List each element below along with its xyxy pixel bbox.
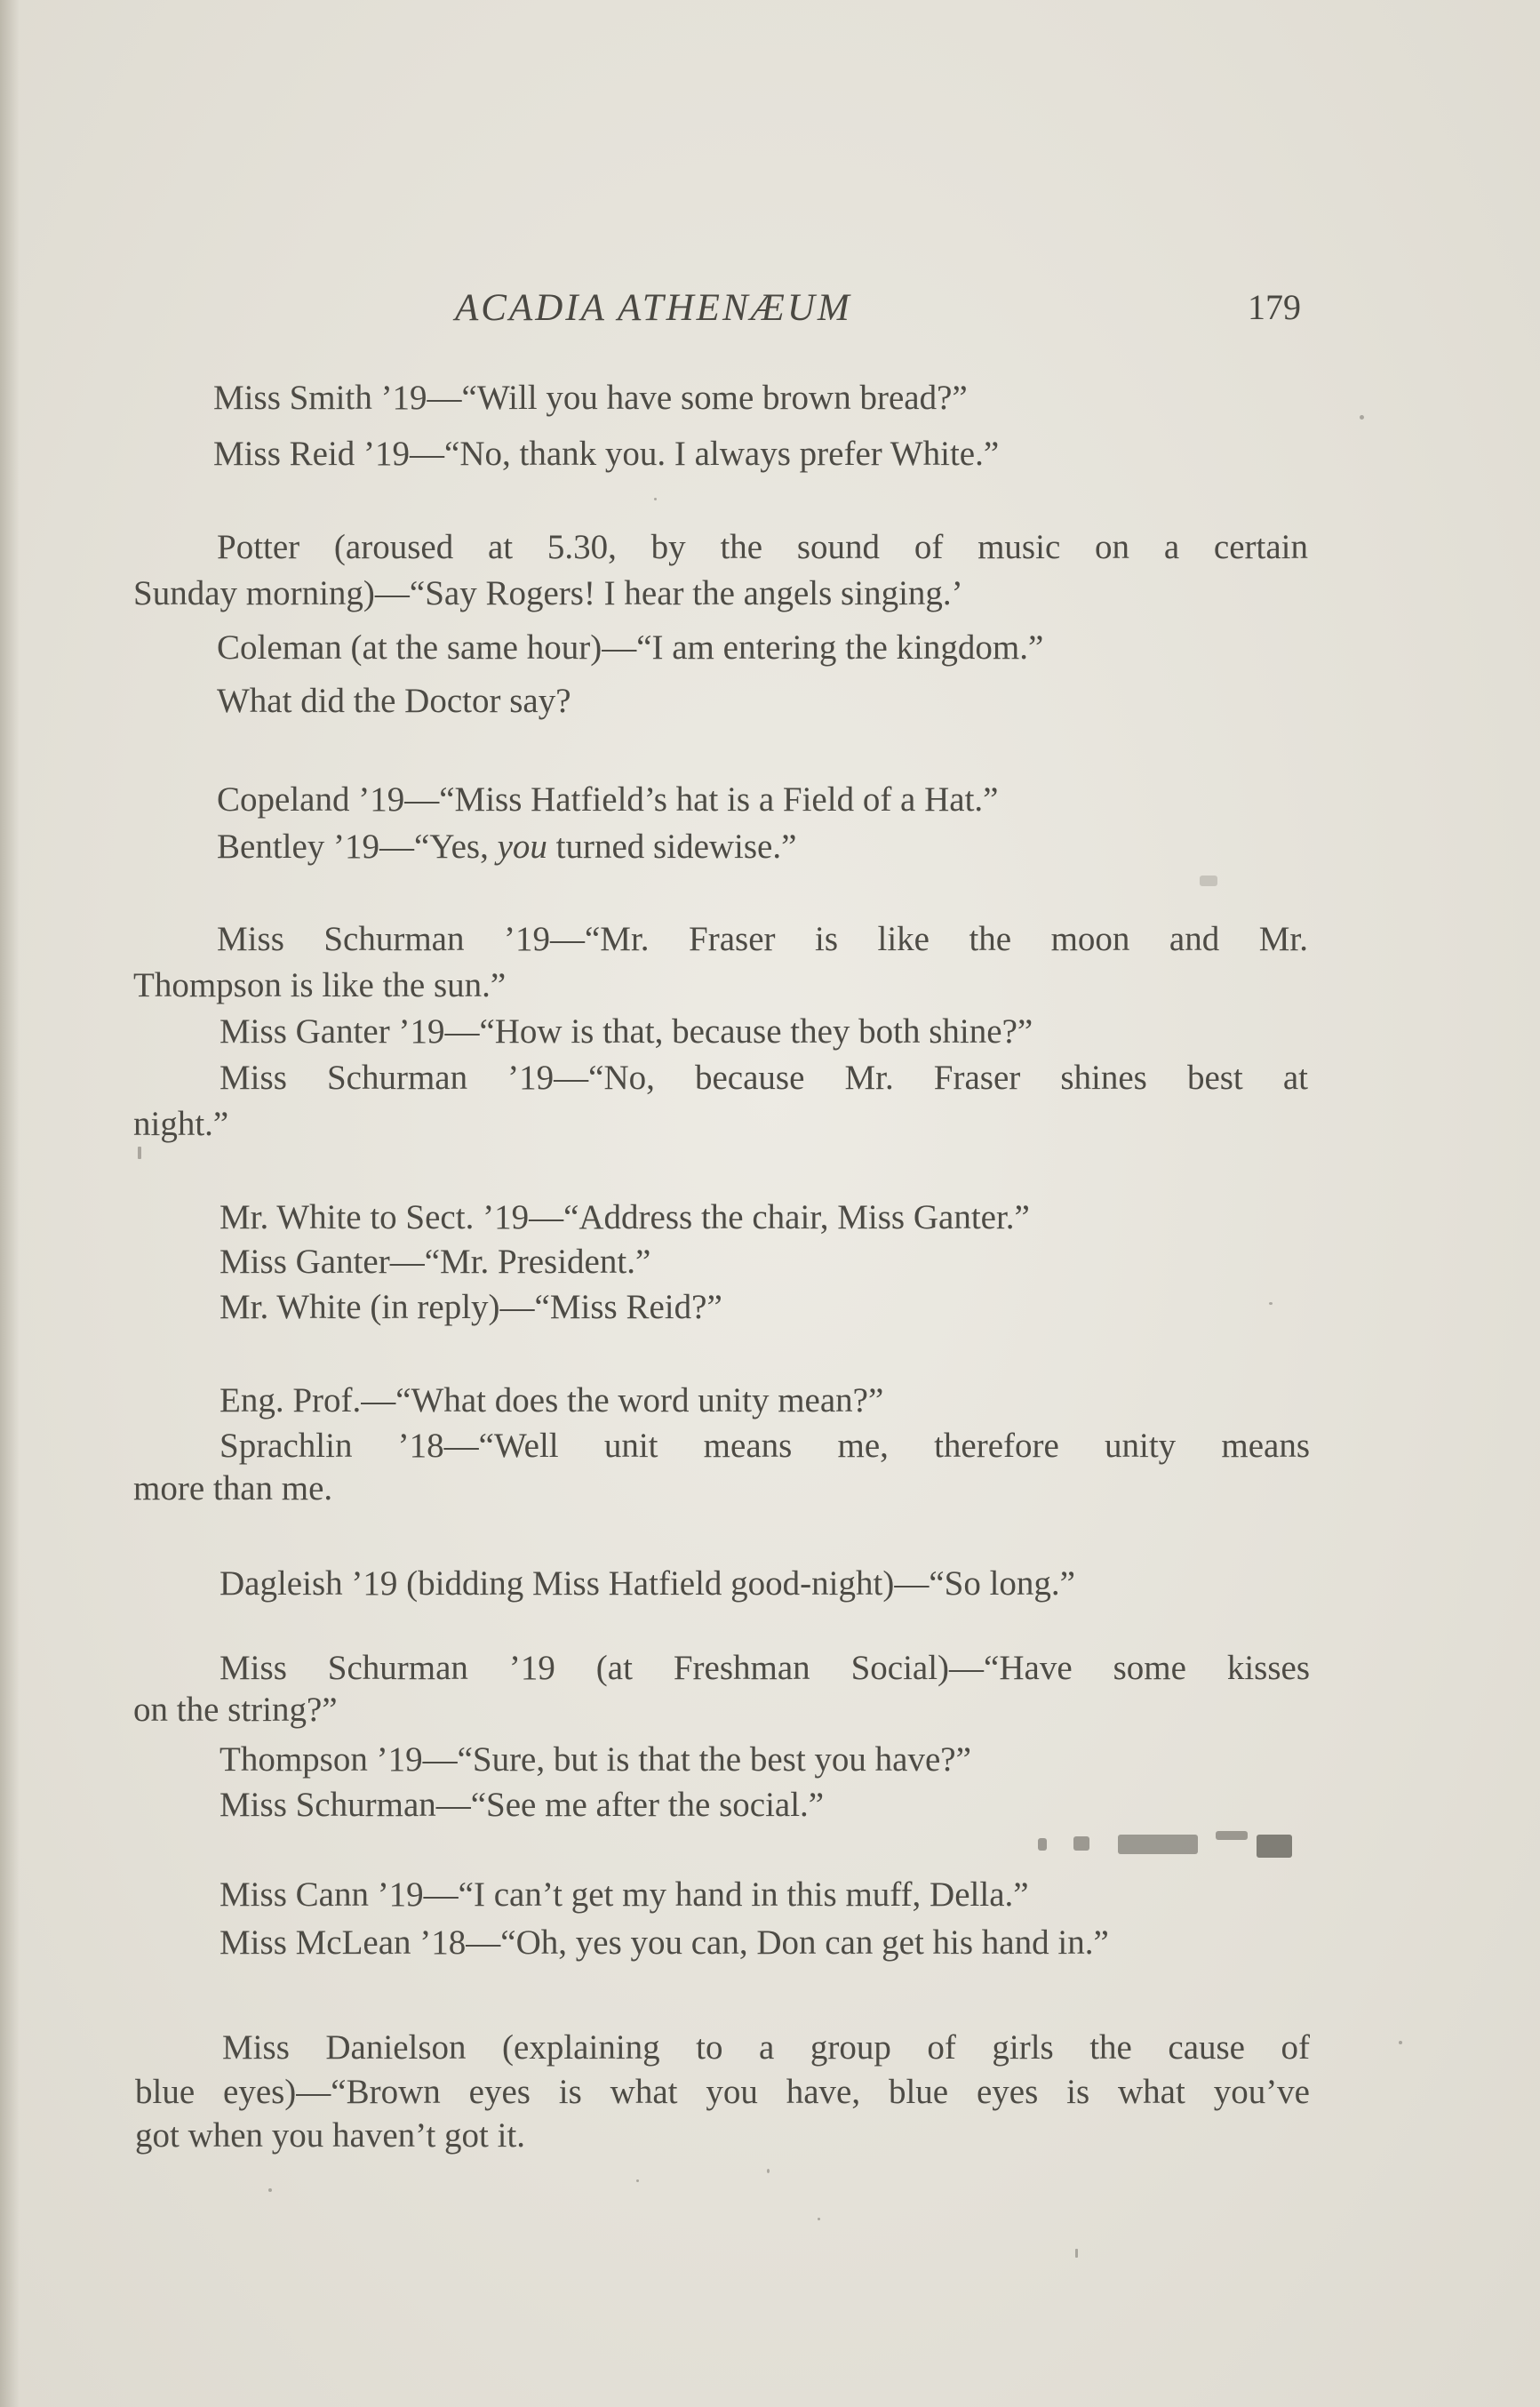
paper-speck bbox=[636, 2179, 639, 2182]
text-line: What did the Doctor say? bbox=[217, 682, 571, 720]
text-line: Sprachlin ’18—“Well unit means me, therefore unity means bbox=[219, 1427, 1310, 1465]
text-line: Coleman (at the same hour)—“I am entering the kingdom.” bbox=[217, 628, 1044, 667]
text-line: blue eyes)—“Brown eyes is what you have, blue eyes is what you’ve bbox=[135, 2073, 1310, 2111]
text-line: Miss Schurman—“See me after the social.” bbox=[219, 1786, 825, 1824]
paper-speck bbox=[654, 498, 657, 500]
text-line: Copeland ’19—“Miss Hatfield’s hat is a Field of a Hat.” bbox=[217, 780, 999, 819]
page-number: 179 bbox=[1248, 287, 1301, 327]
text-line: Sunday morning)—“Say Rogers! I hear the angels singing.’ bbox=[133, 574, 963, 612]
paper-speck bbox=[767, 2169, 770, 2173]
ink-smudge bbox=[1038, 1831, 1296, 1861]
text-line: more than me. bbox=[133, 1469, 333, 1507]
text-line: Mr. White (in reply)—“Miss Reid?” bbox=[219, 1288, 722, 1326]
text-line: Miss Ganter ’19—“How is that, because they both shine?” bbox=[219, 1012, 1033, 1051]
text-line: Miss Smith ’19—“Will you have some brown bread?” bbox=[213, 379, 968, 417]
italic-text-run: you bbox=[497, 828, 547, 866]
paper-speck bbox=[268, 2188, 272, 2192]
text-line: Miss Cann ’19—“I can’t get my hand in this muff, Della.” bbox=[219, 1875, 1029, 1914]
text-line: night.” bbox=[133, 1105, 229, 1143]
text-run: Bentley ’19—“Yes, bbox=[217, 828, 498, 866]
text-run: turned sidewise.” bbox=[547, 828, 797, 866]
text-line: Thompson is like the sun.” bbox=[133, 966, 507, 1004]
text-line: Miss Schurman ’19 (at Freshman Social)—“Have some kisses bbox=[219, 1649, 1310, 1687]
paper-speck bbox=[1269, 1302, 1273, 1305]
paper-speck bbox=[1360, 415, 1364, 420]
paper-speck bbox=[818, 2218, 820, 2220]
running-header-title: ACADIA ATHENÆUM bbox=[455, 287, 852, 329]
text-line: Miss McLean ’18—“Oh, yes you can, Don can get his hand in.” bbox=[219, 1923, 1109, 1962]
paper-speck bbox=[1399, 2041, 1402, 2044]
text-line: Miss Schurman ’19—“Mr. Fraser is like the moon and Mr. bbox=[217, 920, 1308, 958]
text-line: Mr. White to Sect. ’19—“Address the chair, Miss Ganter.” bbox=[219, 1198, 1030, 1236]
spine-shadow bbox=[0, 0, 20, 2407]
paper-speck bbox=[1075, 2249, 1078, 2258]
paper-speck bbox=[138, 1147, 141, 1159]
text-line: Miss Ganter—“Mr. President.” bbox=[219, 1243, 651, 1281]
text-line: Eng. Prof.—“What does the word unity mean?” bbox=[219, 1381, 884, 1419]
text-line: Miss Danielson (explaining to a group of girls the cause of bbox=[222, 2028, 1310, 2067]
text-line: Miss Schurman ’19—“No, because Mr. Fraser shines best at bbox=[219, 1059, 1308, 1097]
text-line: Potter (aroused at 5.30, by the sound of music on a certain bbox=[217, 528, 1308, 566]
text-line-with-italic bbox=[217, 829, 796, 864]
text-line: on the string?” bbox=[133, 1691, 338, 1729]
text-line: got when you haven’t got it. bbox=[135, 2116, 526, 2155]
text-line: Miss Reid ’19—“No, thank you. I always prefer White.” bbox=[213, 435, 1000, 473]
text-line: Thompson ’19—“Sure, but is that the best you have?” bbox=[219, 1740, 971, 1779]
paper-speck bbox=[1200, 876, 1217, 886]
text-line: Dagleish ’19 (bidding Miss Hatfield good-night)—“So long.” bbox=[219, 1564, 1075, 1603]
